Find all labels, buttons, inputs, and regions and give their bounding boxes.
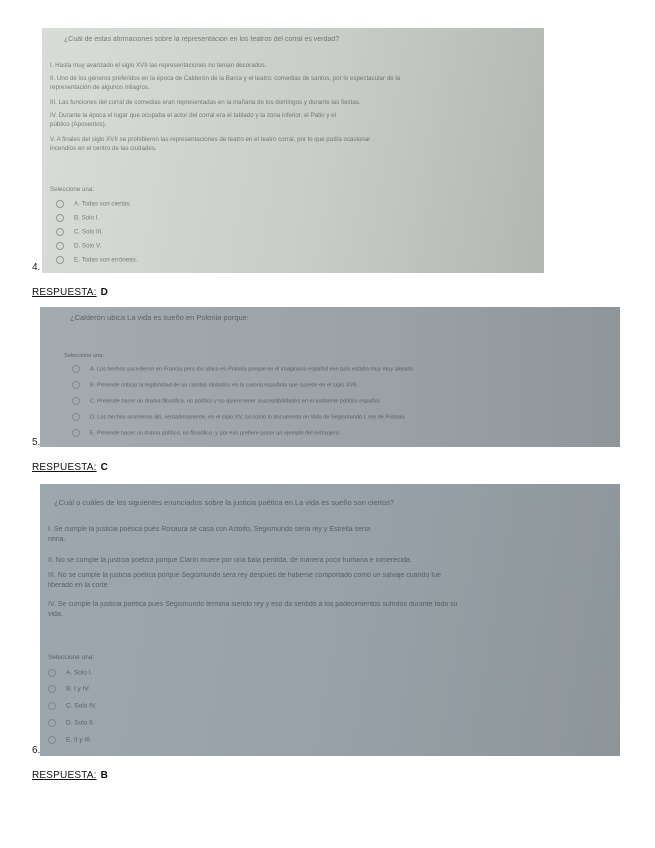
radio-icon[interactable] [48, 719, 56, 727]
radio-icon[interactable] [72, 381, 80, 389]
statement: III. Las funciones del corral de comedias eran representadas en la mañana de los domingos y durante las fiestas. [50, 99, 361, 106]
option-e[interactable]: E. II y III. [48, 736, 92, 744]
statement: representación de algunos milagros. [50, 84, 150, 91]
question-prompt: ¿Calderón ubica La vida es sueño en Polonia porque: [70, 313, 249, 322]
option-b[interactable]: B. Pretende criticar la legitimidad de un cambio dinástico en la corona española que sucede en el siglo XVII. [72, 381, 358, 389]
question-number: 6. [32, 745, 41, 756]
answer-line [32, 770, 108, 781]
statement: IV. Durante la época el lugar que ocupaba el actor del corral era el tablado y la zona inferior, el Patio y el [50, 112, 336, 119]
question-4-photo [42, 28, 544, 273]
radio-icon[interactable] [48, 669, 56, 677]
radio-icon[interactable] [48, 685, 56, 693]
radio-icon[interactable] [56, 200, 64, 208]
radio-icon[interactable] [56, 242, 64, 250]
answer-label: RESPUESTA: [32, 287, 97, 298]
select-label: Seleccione una: [64, 353, 104, 359]
option-e[interactable]: E. Pretende hacer un drama político, no filosófico, y por eso prefiere poner un ejemplo del extranjero. [72, 429, 341, 437]
answer-value: C [100, 462, 109, 473]
answer-value: D [100, 287, 109, 298]
option-a[interactable]: A. Los hechos sucedieron en Francia pero los ubica en Polonia porque en el imaginario español ese país estaba muy muy alejado. [72, 365, 414, 373]
radio-icon[interactable] [56, 228, 64, 236]
radio-icon[interactable] [72, 365, 80, 373]
statement: incendios en el centro de las ciudades. [50, 145, 157, 152]
question-5-photo [40, 307, 620, 447]
statement: I. Hasta muy avanzado el siglo XVII las representaciones no tenían decorados. [50, 62, 267, 69]
option-c[interactable]: C. Solo III. [56, 228, 103, 236]
statement: II. Uno de los géneros preferidos en la época de Calderón de la Barca y el teatro: comedias de santos, por lo espectacular de la [50, 75, 401, 82]
radio-icon[interactable] [72, 397, 80, 405]
answer-line [32, 287, 108, 298]
statement: público (Aposentos). [50, 121, 107, 128]
radio-icon[interactable] [56, 256, 64, 264]
select-label: Seleccione una: [48, 654, 95, 661]
statement: II. No se cumple la justicia poética porque Clarín muere por una bala perdida, de manera poco humana e inmerecida. [48, 557, 412, 564]
statement: V. A finales del siglo XVII se prohibieron las representaciones de teatro en el teatro corral, por lo que podía ocasionar [50, 136, 371, 143]
answer-label: RESPUESTA: [32, 462, 97, 473]
option-d[interactable]: D. Solo V. [56, 242, 101, 250]
option-b[interactable]: B. Solo I. [56, 214, 99, 222]
option-b[interactable]: B. I y IV. [48, 685, 90, 693]
statement: vida. [48, 611, 63, 618]
radio-icon[interactable] [48, 736, 56, 744]
answer-line [32, 462, 108, 473]
option-d[interactable]: D. Los hechos ocurrieron allí, verdaderamente, en el siglo XV, tal como lo documenta en Vida de Segismundo I, rey de Polonia. [72, 413, 406, 421]
question-prompt: ¿Cuál de estas afirmaciones sobre la representación en los teatros del corral es verdad? [64, 36, 340, 43]
option-e[interactable]: E. Todas son erróneas. [56, 256, 138, 264]
select-label: Seleccione una: [50, 186, 95, 193]
radio-icon[interactable] [72, 413, 80, 421]
option-a[interactable]: A. Solo I. [48, 669, 92, 677]
statement: liberado en la corte. [48, 582, 110, 589]
option-d[interactable]: D. Solo II. [48, 719, 95, 727]
radio-icon[interactable] [56, 214, 64, 222]
answer-value: B [100, 770, 109, 781]
radio-icon[interactable] [72, 429, 80, 437]
statement: reina. [48, 536, 66, 543]
answer-label: RESPUESTA: [32, 770, 97, 781]
question-number: 5. [32, 437, 41, 448]
option-c[interactable]: C. Solo IV. [48, 702, 96, 710]
question-number: 4. [32, 262, 41, 273]
statement: I. Se cumple la justicia poética pues Rosaura se casa con Astolfo, Segismundo sería rey y Estrella sería [48, 526, 371, 533]
question-6-photo [40, 484, 620, 756]
statement: IV. Se cumple la justicia poética pues Segismundo termina siendo rey y eso da sentido a los padecimientos sufridos durante toda su [48, 601, 458, 608]
radio-icon[interactable] [48, 702, 56, 710]
option-c[interactable]: C. Pretende hacer un drama filosófico, no político y no quiere tener susceptibilidades en el ambiente político español. [72, 397, 380, 405]
question-prompt: ¿Cuál o cuáles de los siguientes enunciados sobre la justicia poética en La vida es sueño son ciertos? [54, 498, 395, 507]
option-a[interactable]: A. Todas son ciertas. [56, 200, 131, 208]
statement: III. No se cumple la justicia poética porque Segismundo será rey después de haberse comportado como un salvaje cuando fue [48, 572, 442, 579]
